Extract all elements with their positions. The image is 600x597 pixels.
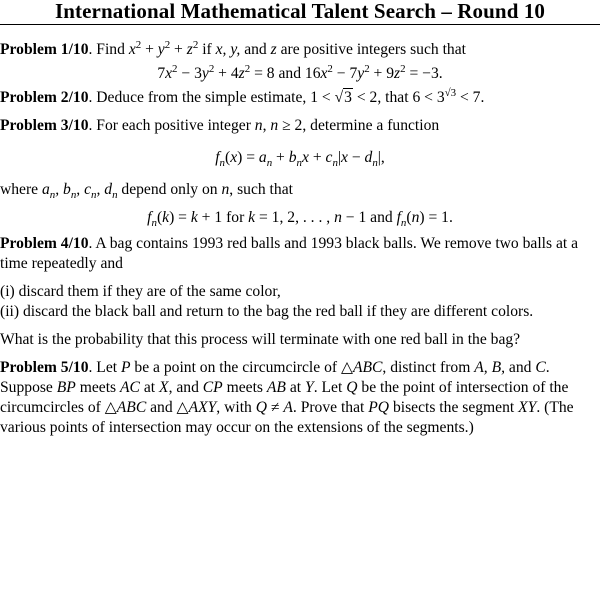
title-rule [0, 24, 600, 25]
problem-3-function: $f_n(x) = a_n + b_nx + c_n|x - d_n|$, [215, 149, 385, 170]
problem-1-equation: $7x^2 - 3y^2 + 4z^2 = 8$ and $16x^2 - 7y^2 + 9z^2 = -3$. [157, 62, 443, 82]
problem-4-question: What is the probability that this process will terminate with one red ball in the bag? [0, 331, 521, 348]
problem-5-label: Problem 5/10 [0, 359, 89, 376]
problem-4-text: Problem 4/10. A bag contains 1993 red balls and 1993 black balls. We remove two balls at a time repeatedly and [0, 235, 579, 272]
problem-1-label: Problem 1/10 [0, 41, 89, 58]
problem-5 [0, 358, 600, 438]
problem-4-label: Problem 4/10 [0, 235, 89, 252]
problem-4-item-2: (ii) discard the black ball and return to the bag the red ball if they are different colors. [0, 303, 534, 320]
problem-4-item-1: (i) discard them if they are of the same color, [0, 283, 281, 300]
problem-4 [0, 234, 600, 350]
problem-3-equation: $f_n(k) = k + 1$ for k = 1, 2, . . . , n − 1 and $f_n(n) = 1$. [147, 209, 453, 230]
problem-2-text: Problem 2/10. Deduce from the simple estimate, 1 < √3 < 2, that $6 < 3^{√3} < 7$. [0, 86, 485, 106]
problem-3 [0, 116, 600, 228]
problem-1 [0, 40, 600, 84]
problem-5-text: Problem 5/10. Let P be a point on the circumcircle of △ABC, distinct from A, B, and C. Suppose BP meets AC at X, and CP meets AB at Y. Let Q be the point of intersection of the circumcircles of △ABC and △AXY, with Q ≠ A. Prove that PQ bisects the segment XY. (The various points of intersection may occur on the extensions of the segments.) [0, 359, 574, 436]
page-title: International Mathematical Talent Search – Round 10 [54, 0, 546, 23]
problem-3-condition-text: where $a_n$, $b_n$, $c_n$, $d_n$ depend only on n, such that [0, 181, 293, 202]
problem-1-text: Problem 1/10. Find $x^2 + y^2 + z^2$ if x, y, and z are positive integers such that [0, 38, 466, 58]
problem-list [0, 40, 600, 438]
problem-3-text: Problem 3/10. For each positive integer n, n ≥ 2, determine a function [0, 117, 440, 134]
problem-2 [0, 88, 600, 108]
problem-2-label: Problem 2/10 [0, 89, 89, 106]
problem-3-label: Problem 3/10 [0, 117, 89, 134]
